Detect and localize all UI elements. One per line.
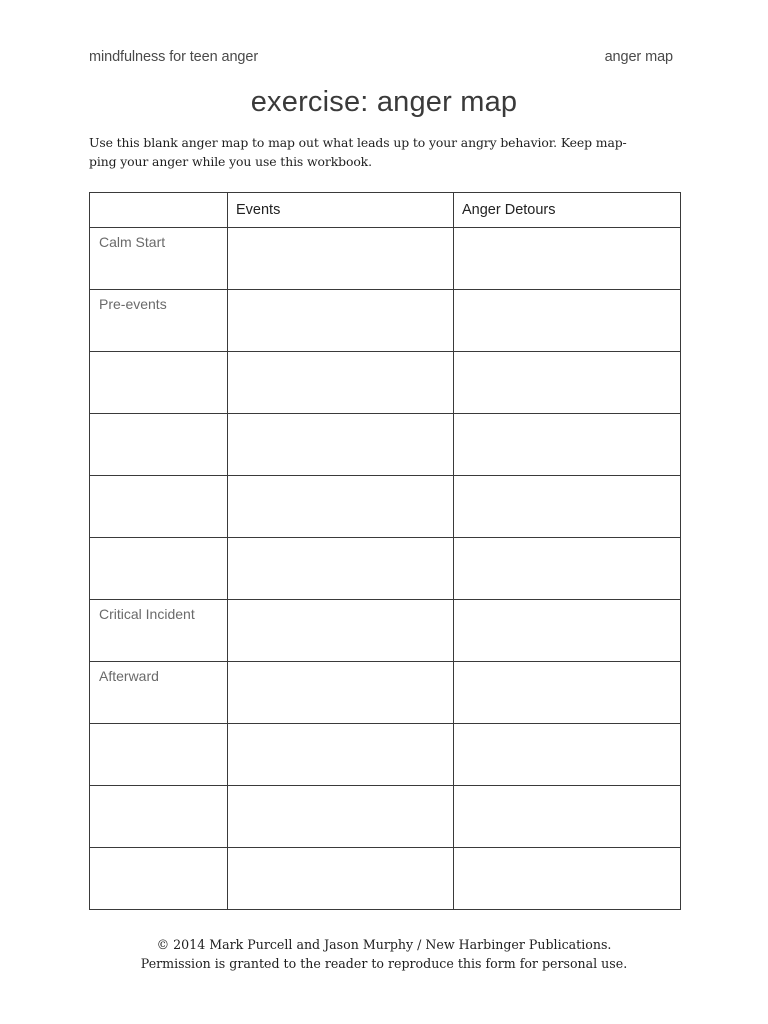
stage-cell [90,352,228,414]
events-cell[interactable] [228,228,454,290]
page-title: exercise: anger map [250,86,518,118]
table-row [90,414,681,476]
anger-map-table [89,192,681,910]
anger-detours-cell[interactable] [454,662,681,724]
stage-cell: Calm Start [90,228,228,290]
header-events: Events [228,193,454,228]
table-row [90,228,681,290]
table-row [90,476,681,538]
table-row [90,538,681,600]
events-cell[interactable] [228,476,454,538]
table-header-row [90,193,681,228]
table-row [90,848,681,910]
stage-cell [90,786,228,848]
anger-detours-cell[interactable] [454,476,681,538]
stage-cell [90,848,228,910]
stage-cell [90,538,228,600]
anger-detours-cell[interactable] [454,352,681,414]
stage-cell: Critical Incident [90,600,228,662]
header-anger-detours: Anger Detours [454,193,681,228]
events-cell[interactable] [228,848,454,910]
events-cell[interactable] [228,662,454,724]
table-row [90,290,681,352]
anger-detours-cell[interactable] [454,848,681,910]
events-cell[interactable] [228,352,454,414]
instructions [89,133,679,171]
anger-detours-cell[interactable] [454,600,681,662]
anger-detours-cell[interactable] [454,414,681,476]
anger-detours-cell[interactable] [454,228,681,290]
stage-cell: Pre-events [90,290,228,352]
events-cell[interactable] [228,786,454,848]
section-title: anger map [604,49,673,65]
running-head [89,49,673,65]
permission-line: Permission is granted to the reader to reproduce this form for personal use. [140,956,628,971]
book-title: mindfulness for teen anger [89,49,259,65]
instructions-line: Use this blank anger map to map out what leads up to your angry behavior. Keep map- [89,135,627,150]
table-row [90,352,681,414]
stage-cell [90,414,228,476]
stage-cell [90,724,228,786]
stage-cell: Afterward [90,662,228,724]
events-cell[interactable] [228,600,454,662]
anger-detours-cell[interactable] [454,786,681,848]
footer [0,935,768,973]
instructions-line: ping your anger while you use this workbook. [89,154,372,169]
events-cell[interactable] [228,414,454,476]
anger-detours-cell[interactable] [454,724,681,786]
anger-detours-cell[interactable] [454,538,681,600]
stage-cell [90,476,228,538]
table-row [90,786,681,848]
table-row [90,724,681,786]
copyright-line: © 2014 Mark Purcell and Jason Murphy / New Harbinger Publications. [156,937,612,952]
events-cell[interactable] [228,290,454,352]
table-body [90,228,681,910]
table-row [90,662,681,724]
events-cell[interactable] [228,724,454,786]
header-stage [90,193,228,228]
events-cell[interactable] [228,538,454,600]
anger-detours-cell[interactable] [454,290,681,352]
table-row [90,600,681,662]
